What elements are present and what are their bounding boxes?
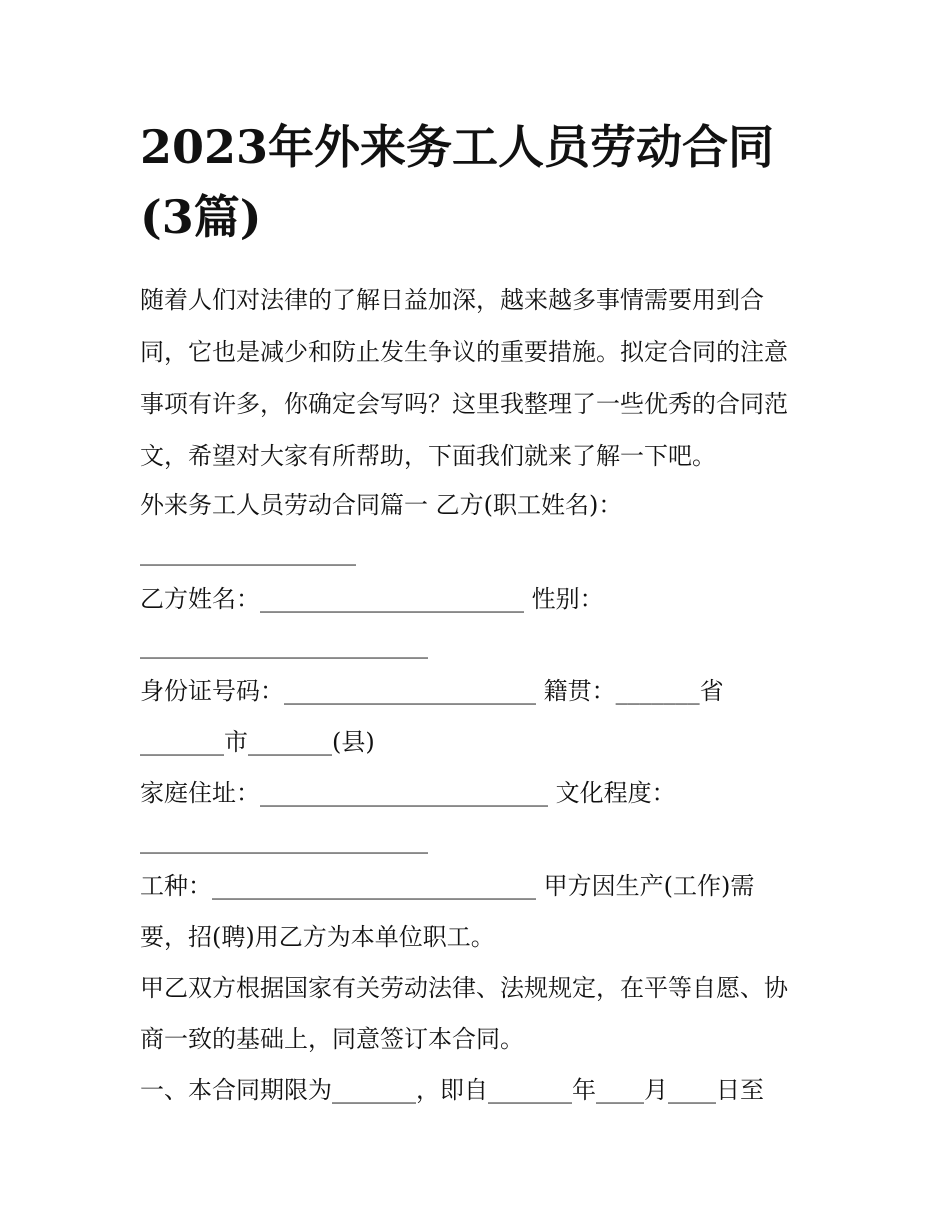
form-line: 身份证号码：_____________________ 籍贯：_______省 bbox=[140, 677, 724, 705]
body-line: 要，招(聘)用乙方为本单位职工。 bbox=[140, 923, 495, 951]
body-line: 事项有许多，你确定会写吗？这里我整理了一些优秀的合同范 bbox=[140, 390, 788, 418]
title-line-1: 2023年外来务工人员劳动合同 bbox=[140, 120, 775, 174]
blank-field: ________________________ bbox=[140, 631, 428, 659]
document-title bbox=[140, 112, 840, 252]
form-line: 乙方姓名：______________________ 性别： bbox=[140, 585, 604, 613]
title-line-2: (3篇) bbox=[140, 190, 262, 244]
section-heading: 外来务工人员劳动合同篇一 乙方(职工姓名)： bbox=[140, 491, 623, 519]
form-line: 工种：___________________________ 甲方因生产(工作)需 bbox=[140, 872, 755, 900]
form-line: 家庭住址：________________________ 文化程度： bbox=[140, 779, 676, 807]
body-line: 甲乙双方根据国家有关劳动法律、法规规定，在平等自愿、协 bbox=[140, 974, 788, 1002]
blank-field: ________________________ bbox=[140, 826, 428, 854]
blank-field: __________________ bbox=[140, 538, 356, 566]
body-line: 文，希望对大家有所帮助，下面我们就来了解一下吧。 bbox=[140, 442, 716, 470]
form-line: _______市_______(县) bbox=[140, 728, 375, 756]
body-line: 同，它也是减少和防止发生争议的重要措施。拟定合同的注意 bbox=[140, 338, 788, 366]
body-line: 随着人们对法律的了解日益加深，越来越多事情需要用到合 bbox=[140, 286, 764, 314]
body-line: 一、本合同期限为_______，即自_______年____月____日至 bbox=[140, 1076, 764, 1104]
body-line: 商一致的基础上，同意签订本合同。 bbox=[140, 1025, 524, 1053]
